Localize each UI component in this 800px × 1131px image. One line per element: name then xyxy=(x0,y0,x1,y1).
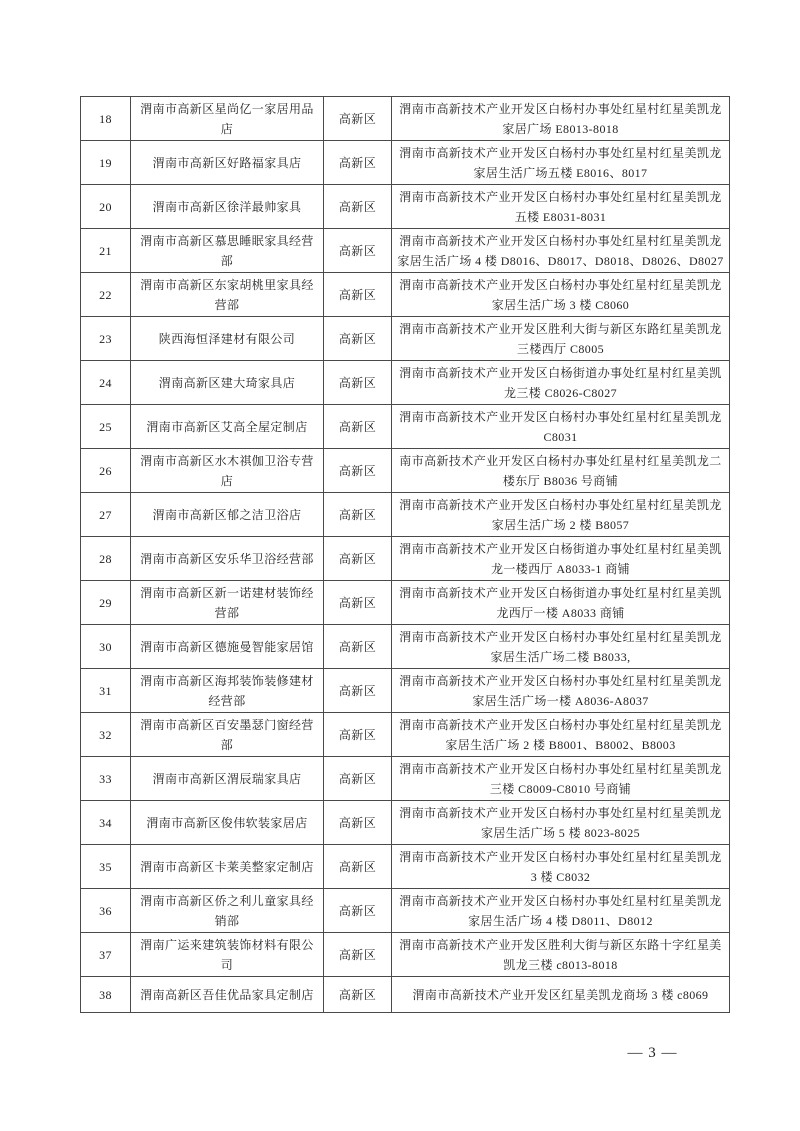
address-cell: 渭南市高新技术产业开发区白杨村办事处红星村红星美凯龙家居生活广场二楼 B8033, xyxy=(392,625,730,669)
store-name-cell: 陕西海恒泽建材有限公司 xyxy=(131,317,324,361)
district-cell: 高新区 xyxy=(324,845,392,889)
store-name-cell: 渭南广运来建筑装饰材料有限公司 xyxy=(131,933,324,977)
district-cell: 高新区 xyxy=(324,801,392,845)
table-row xyxy=(81,361,730,405)
row-number-cell: 37 xyxy=(81,933,131,977)
district-cell: 高新区 xyxy=(324,185,392,229)
table-row xyxy=(81,845,730,889)
store-name-cell: 渭南市高新区星尚亿一家居用品店 xyxy=(131,97,324,141)
store-table xyxy=(80,96,730,1013)
row-number-cell: 20 xyxy=(81,185,131,229)
table-row xyxy=(81,405,730,449)
row-number-cell: 36 xyxy=(81,889,131,933)
store-name-cell: 渭南市高新区水木祺伽卫浴专营店 xyxy=(131,449,324,493)
store-name-cell: 渭南市高新区俊伟软装家居店 xyxy=(131,801,324,845)
district-cell: 高新区 xyxy=(324,713,392,757)
store-name-cell: 渭南市高新区侨之利儿童家具经销部 xyxy=(131,889,324,933)
table-row xyxy=(81,229,730,273)
store-name-cell: 渭南市高新区新一诺建材装饰经营部 xyxy=(131,581,324,625)
store-name-cell: 渭南高新区建大琦家具店 xyxy=(131,361,324,405)
row-number-cell: 19 xyxy=(81,141,131,185)
store-name-cell: 渭南市高新区德施曼智能家居馆 xyxy=(131,625,324,669)
table-row xyxy=(81,141,730,185)
table-row xyxy=(81,317,730,361)
table-row xyxy=(81,801,730,845)
table-row xyxy=(81,889,730,933)
address-cell: 渭南市高新技术产业开发区白杨村办事处红星村红星美凯龙家居生活广场 3 楼 C8060 xyxy=(392,273,730,317)
row-number-cell: 30 xyxy=(81,625,131,669)
address-cell: 渭南市高新技术产业开发区红星美凯龙商场 3 楼 c8069 xyxy=(392,977,730,1013)
store-name-cell: 渭南市高新区东家胡桃里家具经营部 xyxy=(131,273,324,317)
table-row xyxy=(81,581,730,625)
row-number-cell: 26 xyxy=(81,449,131,493)
district-cell: 高新区 xyxy=(324,361,392,405)
address-cell: 渭南市高新技术产业开发区白杨村办事处红星村红星美凯龙 C8031 xyxy=(392,405,730,449)
store-name-cell: 渭南市高新区好路福家具店 xyxy=(131,141,324,185)
row-number-cell: 25 xyxy=(81,405,131,449)
district-cell: 高新区 xyxy=(324,581,392,625)
district-cell: 高新区 xyxy=(324,625,392,669)
row-number-cell: 28 xyxy=(81,537,131,581)
row-number-cell: 31 xyxy=(81,669,131,713)
table-row xyxy=(81,185,730,229)
store-name-cell: 渭南市高新区渭辰瑞家具店 xyxy=(131,757,324,801)
address-cell: 渭南市高新技术产业开发区白杨村办事处红星村红星美凯龙家居广场 E8013-8018 xyxy=(392,97,730,141)
row-number-cell: 23 xyxy=(81,317,131,361)
district-cell: 高新区 xyxy=(324,449,392,493)
district-cell: 高新区 xyxy=(324,933,392,977)
district-cell: 高新区 xyxy=(324,97,392,141)
table-row xyxy=(81,977,730,1013)
row-number-cell: 35 xyxy=(81,845,131,889)
address-cell: 渭南市高新技术产业开发区白杨村办事处红星村红星美凯龙家居生活广场五楼 E8016、8017 xyxy=(392,141,730,185)
row-number-cell: 29 xyxy=(81,581,131,625)
table-row xyxy=(81,757,730,801)
district-cell: 高新区 xyxy=(324,273,392,317)
address-cell: 渭南市高新技术产业开发区胜利大街与新区东路红星美凯龙三楼西厅 C8005 xyxy=(392,317,730,361)
table-row xyxy=(81,97,730,141)
district-cell: 高新区 xyxy=(324,317,392,361)
address-cell: 渭南市高新技术产业开发区白杨村办事处红星村红星美凯龙家居生活广场 2 楼 B8001、B8002、B8003 xyxy=(392,713,730,757)
district-cell: 高新区 xyxy=(324,977,392,1013)
store-name-cell: 渭南市高新区卡莱美整家定制店 xyxy=(131,845,324,889)
address-cell: 渭南市高新技术产业开发区白杨村办事处红星村红星美凯龙家居生活广场一楼 A8036-A8037 xyxy=(392,669,730,713)
store-name-cell: 渭南高新区吾佳优品家具定制店 xyxy=(131,977,324,1013)
row-number-cell: 27 xyxy=(81,493,131,537)
address-cell: 渭南市高新技术产业开发区白杨街道办事处红星村红星美凯龙三楼 C8026-C8027 xyxy=(392,361,730,405)
row-number-cell: 18 xyxy=(81,97,131,141)
page-number: — 3 — xyxy=(627,1045,678,1061)
address-cell: 渭南市高新技术产业开发区白杨村办事处红星村红星美凯龙三楼 C8009-C8010 号商铺 xyxy=(392,757,730,801)
store-name-cell: 渭南市高新区慕思睡眠家具经营部 xyxy=(131,229,324,273)
address-cell: 渭南市高新技术产业开发区胜利大街与新区东路十字红星美凯龙三楼 c8013-8018 xyxy=(392,933,730,977)
district-cell: 高新区 xyxy=(324,405,392,449)
address-cell: 渭南市高新技术产业开发区白杨村办事处红星村红星美凯龙 3 楼 C8032 xyxy=(392,845,730,889)
store-table-body xyxy=(81,97,730,1013)
row-number-cell: 32 xyxy=(81,713,131,757)
store-name-cell: 渭南市高新区徐洋最帅家具 xyxy=(131,185,324,229)
row-number-cell: 38 xyxy=(81,977,131,1013)
district-cell: 高新区 xyxy=(324,669,392,713)
address-cell: 南市高新技术产业开发区白杨村办事处红星村红星美凯龙二楼东厅 B8036 号商铺 xyxy=(392,449,730,493)
table-row xyxy=(81,933,730,977)
district-cell: 高新区 xyxy=(324,493,392,537)
table-row xyxy=(81,449,730,493)
address-cell: 渭南市高新技术产业开发区白杨村办事处红星村红星美凯龙家居生活广场 4 楼 D8011、D8012 xyxy=(392,889,730,933)
district-cell: 高新区 xyxy=(324,141,392,185)
address-cell: 渭南市高新技术产业开发区白杨村办事处红星村红星美凯龙家居生活广场 4 楼 D8016、D8017、D8018、D8026、D8027 xyxy=(392,229,730,273)
address-cell: 渭南市高新技术产业开发区白杨村办事处红星村红星美凯龙家居生活广场 5 楼 8023-8025 xyxy=(392,801,730,845)
store-name-cell: 渭南市高新区郁之洁卫浴店 xyxy=(131,493,324,537)
table-row xyxy=(81,713,730,757)
district-cell: 高新区 xyxy=(324,889,392,933)
address-cell: 渭南市高新技术产业开发区白杨村办事处红星村红星美凯龙家居生活广场 2 楼 B8057 xyxy=(392,493,730,537)
table-row xyxy=(81,273,730,317)
district-cell: 高新区 xyxy=(324,229,392,273)
row-number-cell: 24 xyxy=(81,361,131,405)
store-name-cell: 渭南市高新区海邦装饰装修建材经营部 xyxy=(131,669,324,713)
district-cell: 高新区 xyxy=(324,537,392,581)
district-cell: 高新区 xyxy=(324,757,392,801)
row-number-cell: 33 xyxy=(81,757,131,801)
row-number-cell: 34 xyxy=(81,801,131,845)
address-cell: 渭南市高新技术产业开发区白杨街道办事处红星村红星美凯龙西厅一楼 A8033 商铺 xyxy=(392,581,730,625)
table-row xyxy=(81,493,730,537)
store-name-cell: 渭南市高新区百安墨瑟门窗经营部 xyxy=(131,713,324,757)
address-cell: 渭南市高新技术产业开发区白杨村办事处红星村红星美凯龙五楼 E8031-8031 xyxy=(392,185,730,229)
row-number-cell: 21 xyxy=(81,229,131,273)
row-number-cell: 22 xyxy=(81,273,131,317)
table-row xyxy=(81,625,730,669)
table-row xyxy=(81,537,730,581)
address-cell: 渭南市高新技术产业开发区白杨街道办事处红星村红星美凯龙一楼西厅 A8033-1 商铺 xyxy=(392,537,730,581)
table-row xyxy=(81,669,730,713)
store-name-cell: 渭南市高新区安乐华卫浴经营部 xyxy=(131,537,324,581)
store-name-cell: 渭南市高新区艾高全屋定制店 xyxy=(131,405,324,449)
